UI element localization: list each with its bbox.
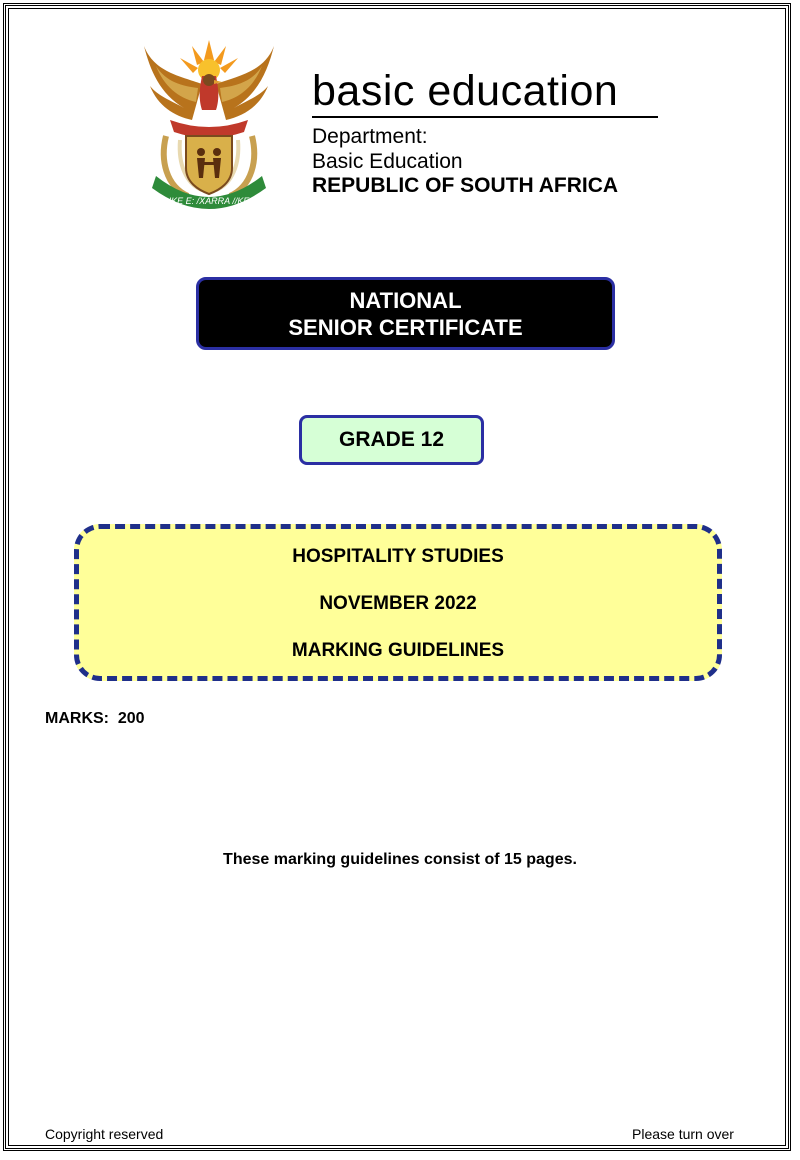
department-line-1: Department:	[312, 125, 428, 148]
brand-divider	[312, 116, 658, 118]
department-line-2: Basic Education	[312, 150, 463, 173]
republic-label: REPUBLIC OF SOUTH AFRICA	[312, 174, 619, 197]
certificate-line-1: NATIONAL	[349, 287, 462, 313]
exam-session: NOVEMBER 2022	[319, 593, 477, 614]
grade-label: GRADE 12	[338, 428, 445, 451]
certificate-line-2: SENIOR CERTIFICATE	[288, 314, 523, 340]
brand-title: basic education	[312, 67, 619, 115]
coat-of-arms-icon	[140, 36, 278, 212]
document-type: MARKING GUIDELINES	[291, 640, 505, 661]
certificate-box	[196, 277, 615, 350]
turn-over-notice: Please turn over	[632, 1126, 734, 1142]
copyright-notice: Copyright reserved	[45, 1126, 164, 1142]
department-name	[312, 124, 463, 174]
page-count-note: These marking guidelines consist of 15 pages.	[223, 851, 577, 868]
grade-box	[299, 415, 484, 465]
coat-of-arms-motto: !KE E: /XARRA //KE	[168, 196, 250, 206]
subject-title: HOSPITALITY STUDIES	[292, 546, 504, 567]
total-marks: MARKS: 200	[45, 710, 145, 727]
subject-box	[74, 524, 722, 681]
